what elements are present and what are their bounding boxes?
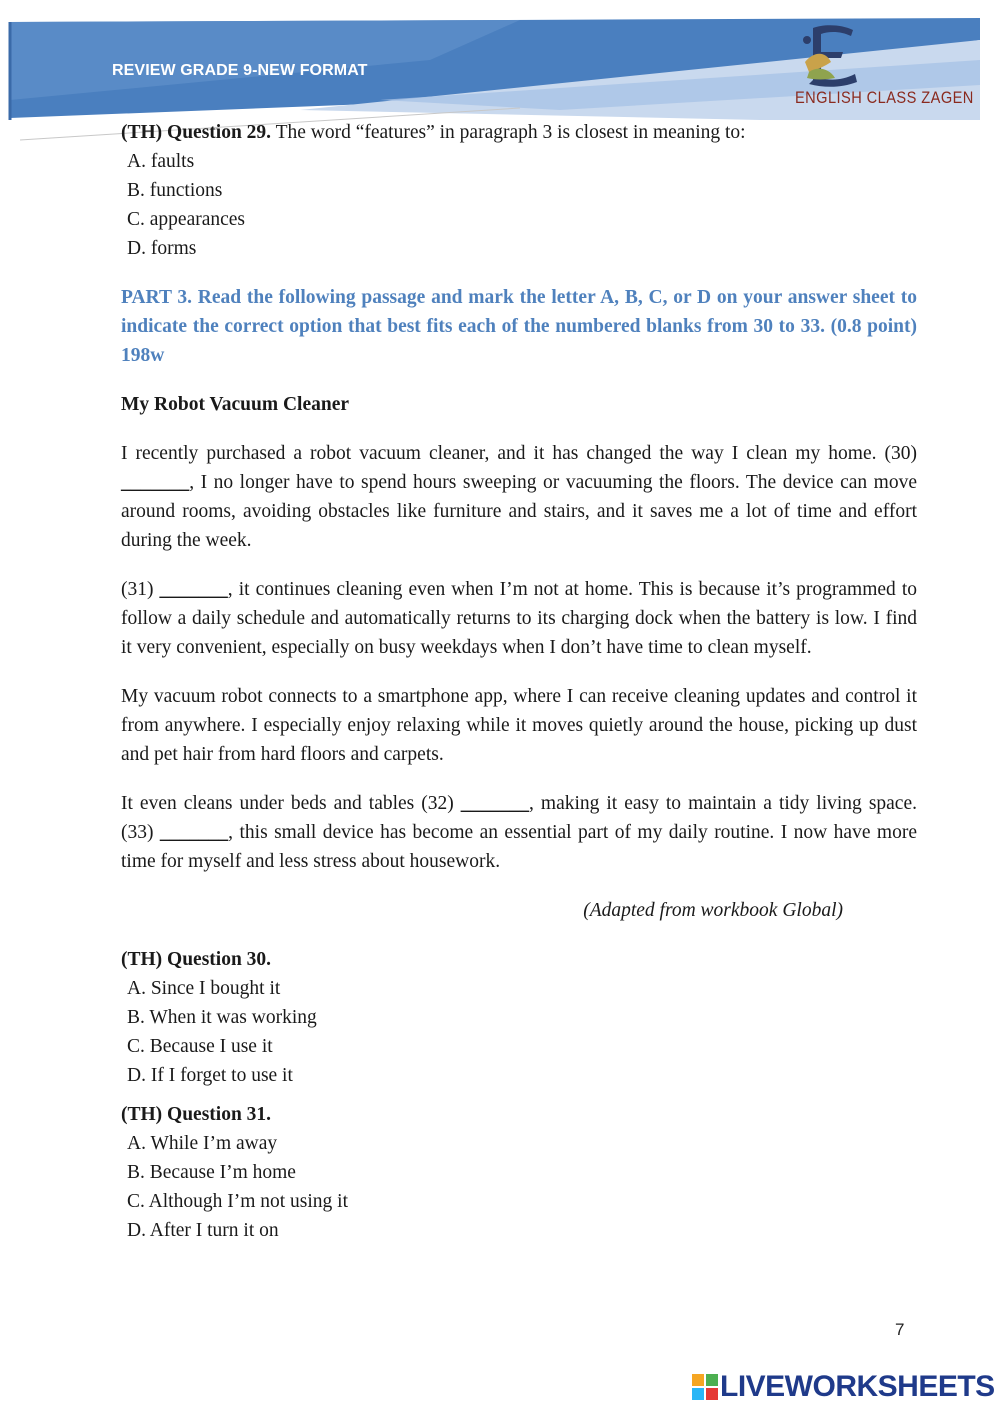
option-a[interactable]: A. faults <box>127 151 195 172</box>
passage-paragraph-2: (31) _______, it continues cleaning even when I’m not at home. This is because it’s programmed to follow a daily schedule and automatically returns to its charging dock when the battery is low. I find it very convenient, especially on busy weekdays when I don’t have time to clean myself. <box>121 579 917 658</box>
passage-source: (Adapted from workbook Global) <box>583 900 843 921</box>
option-d[interactable]: D. forms <box>127 238 197 259</box>
question-30-label: (TH) Question 30. <box>121 949 272 970</box>
question-31-label: (TH) Question 31. <box>121 1104 272 1125</box>
logo-emblem-icon <box>795 22 865 90</box>
question-label: (TH) Question 29. <box>121 122 272 143</box>
worksheet-content <box>121 118 917 1245</box>
logo <box>795 22 985 117</box>
q31-option-a[interactable]: A. While I’m away <box>127 1133 278 1154</box>
footer-brand-text: LIVEWORKSHEETS <box>720 1370 995 1403</box>
q30-option-a[interactable]: A. Since I bought it <box>127 978 281 999</box>
passage-paragraph-4: It even cleans under beds and tables (32) _______, making it easy to maintain a tidy living space. (33) _______, this small device has become an essential part of my daily routine. I now have more time for myself and less stress about housework. <box>121 793 917 872</box>
passage-paragraph-3: My vacuum robot connects to a smartphone app, where I can receive cleaning updates and control it from anywhere. I especially enjoy relaxing while it moves quietly around the house, picking up dust and pet hair from hard floors and carpets. <box>121 686 917 765</box>
q31-option-d[interactable]: D. After I turn it on <box>127 1220 279 1241</box>
passage-title: My Robot Vacuum Cleaner <box>121 394 350 415</box>
blank-30[interactable]: _______ <box>121 472 190 493</box>
q31-option-b[interactable]: B. Because I’m home <box>127 1162 296 1183</box>
header-title: REVIEW GRADE 9-NEW FORMAT <box>112 62 368 79</box>
liveworksheets-logo-icon <box>692 1374 718 1400</box>
option-c[interactable]: C. appearances <box>127 209 246 230</box>
part-3-heading: PART 3. Read the following passage and mark the letter A, B, C, or D on your answer sheet to indicate the correct option that best fits each of the numbered blanks from 30 to 33. (0.8 point) 198w <box>121 287 917 366</box>
footer-brand[interactable] <box>692 1370 995 1404</box>
option-b[interactable]: B. functions <box>127 180 223 201</box>
blank-33[interactable]: _______ <box>159 822 229 843</box>
page-number: 7 <box>895 1320 905 1339</box>
logo-subline <box>835 109 945 112</box>
q30-option-c[interactable]: C. Because I use it <box>127 1036 273 1057</box>
q31-option-c[interactable]: C. Although I’m not using it <box>127 1191 349 1212</box>
logo-text: ENGLISH CLASS ZAGEN <box>795 88 974 107</box>
question-29 <box>121 118 917 147</box>
passage-paragraph-1: I recently purchased a robot vacuum cleaner, and it has changed the way I clean my home. (30) _______, I no longer have to spend hours sweeping or vacuuming the floors. The device can move around rooms, avoiding obstacles like furniture and stairs, and it saves me a lot of time and effort during the week. <box>121 443 917 551</box>
blank-31[interactable]: _______ <box>159 579 228 600</box>
q30-option-b[interactable]: B. When it was working <box>127 1007 317 1028</box>
q30-option-d[interactable]: D. If I forget to use it <box>127 1065 293 1086</box>
question-stem: The word “features” in paragraph 3 is closest in meaning to: <box>271 122 746 143</box>
blank-32[interactable]: _______ <box>460 793 530 814</box>
